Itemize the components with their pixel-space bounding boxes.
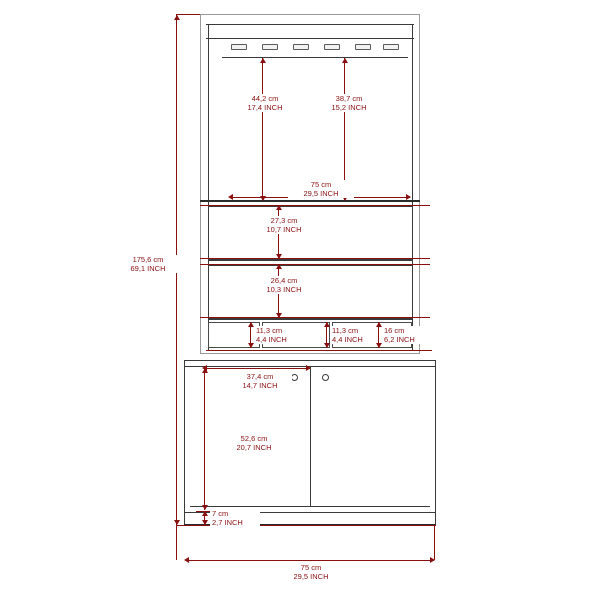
dim-stemware-left-label: 44,2 cm 17,4 INCH xyxy=(234,94,296,112)
dim-door-width-arrow-right xyxy=(306,365,311,371)
dim-lower-shelf-bottom-ref xyxy=(200,317,430,318)
dim-drawer-base-ref xyxy=(206,350,432,351)
dim-lower-shelf-arrow-top xyxy=(276,264,282,269)
dim-upper-shelf-top-ref xyxy=(200,205,430,206)
dim-top-width-arrow-right xyxy=(406,194,411,200)
dim-stemware-left-arrow-top xyxy=(260,58,266,63)
stemware-hanger-2 xyxy=(262,44,278,50)
dim-lower-shelf-label: 26,4 cm 10,3 INCH xyxy=(252,276,316,294)
dim-overall-width-arrow-right xyxy=(430,557,435,563)
dim-door-width-line xyxy=(204,368,310,369)
stemware-rail-line xyxy=(222,57,408,58)
stemware-hanger-5 xyxy=(355,44,371,50)
shelf-divider-lower xyxy=(208,318,412,320)
stemware-hanger-4 xyxy=(324,44,340,50)
dim-upper-shelf-bottom-ref xyxy=(200,258,430,259)
shelf-divider-middle xyxy=(208,259,412,261)
hutch-right-inner xyxy=(412,24,413,350)
base-door-split xyxy=(310,366,311,506)
dim-stemware-left-line xyxy=(262,58,263,200)
dim-overall-height-arrow-bottom xyxy=(174,520,180,525)
dim-plinth-arrow-bottom xyxy=(202,520,208,525)
dim-overall-height-extend xyxy=(176,525,177,560)
dim-upper-shelf-arrow-bottom xyxy=(276,254,282,259)
dim-upper-shelf-arrow-top xyxy=(276,205,282,210)
top-panel-line-2 xyxy=(206,38,414,39)
dim-plinth-label: 7 cm 2,7 INCH xyxy=(210,509,260,527)
dim-plinth-arrow-top xyxy=(202,511,208,516)
top-panel-line xyxy=(206,24,414,25)
dim-drawer-right-label: 16 cm 6,2 INCH xyxy=(382,326,432,344)
dim-upper-shelf-label: 27,3 cm 10,7 INCH xyxy=(252,216,316,234)
dim-door-width-label: 37,4 cm 14,7 INCH xyxy=(228,372,292,390)
stemware-hanger-6 xyxy=(383,44,399,50)
dim-lower-shelf-arrow-bottom xyxy=(276,313,282,318)
dim-overall-width-arrow-left xyxy=(184,557,189,563)
dim-door-height-arrow-top xyxy=(202,368,208,373)
stemware-hanger-3 xyxy=(293,44,309,50)
dim-stemware-right-label: 38,7 cm 15,2 INCH xyxy=(318,94,380,112)
dim-overall-width-line xyxy=(186,560,434,561)
dim-door-height-line xyxy=(204,368,205,510)
hutch-left-inner xyxy=(208,24,209,350)
dim-stemware-right-line xyxy=(344,58,345,200)
dim-stemware-right-arrow-top xyxy=(342,58,348,63)
dim-top-width-label: 75 cm 29,5 INCH xyxy=(288,180,354,198)
dim-overall-height-arrow-top xyxy=(174,15,180,20)
shelf-divider-middle-2 xyxy=(208,265,412,266)
dim-overall-height-label: 175,6 cm 69,1 INCH xyxy=(118,255,178,273)
dim-top-width-arrow-left xyxy=(228,194,233,200)
dim-drawer-left-label: 11,3 cm 4,4 INCH xyxy=(254,326,308,344)
dim-overall-width-tick-right xyxy=(434,525,435,560)
base-door-bottom xyxy=(190,506,430,507)
shelf-divider-top-inner xyxy=(208,206,412,207)
dim-lower-shelf-top-ref xyxy=(200,264,430,265)
dim-door-height-arrow-bottom xyxy=(202,505,208,510)
door-knob-left xyxy=(291,374,298,381)
shelf-divider-top xyxy=(200,200,420,202)
dim-drawer-mid-label: 11,3 cm 4,4 INCH xyxy=(330,326,384,344)
stemware-hanger-1 xyxy=(231,44,247,50)
dim-overall-width-label: 75 cm 29,5 INCH xyxy=(278,563,344,581)
dim-door-height-label: 52,6 cm 20,7 INCH xyxy=(222,434,286,452)
door-knob-right xyxy=(322,374,329,381)
